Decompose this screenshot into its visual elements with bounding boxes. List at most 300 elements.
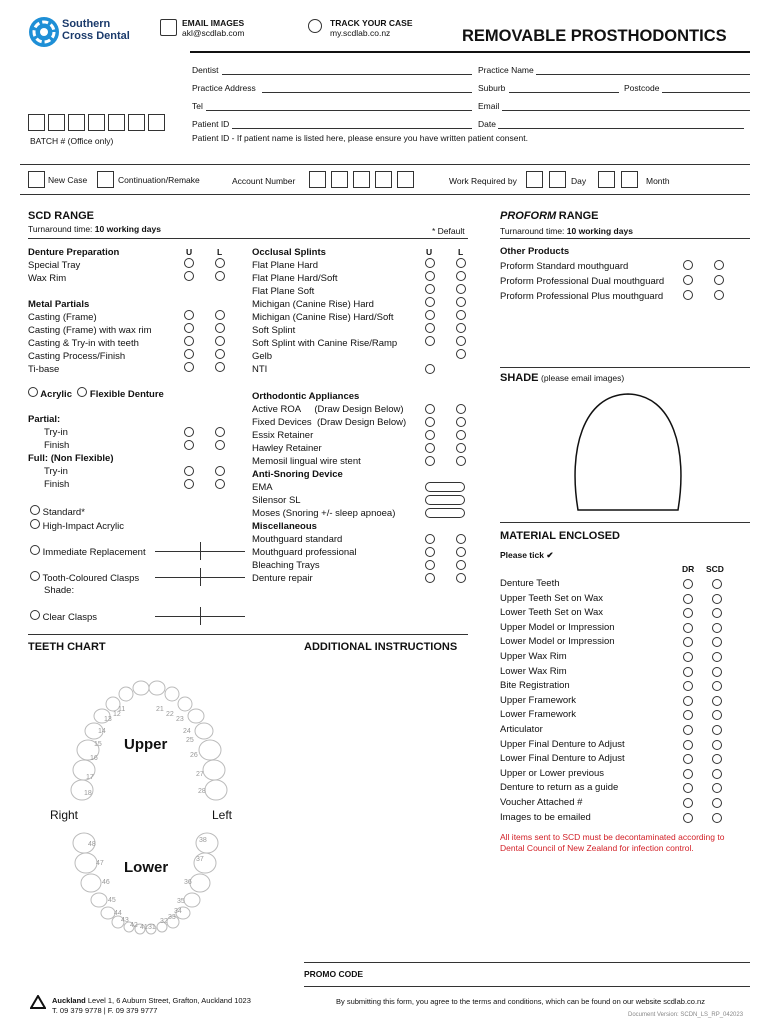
material-scd-radio[interactable] [712, 740, 722, 750]
flat-hard-label: Flat Plane Hard [252, 260, 319, 271]
mich-hs-label: Michigan (Canine Rise) Hard/Soft [252, 312, 394, 323]
day-box[interactable] [549, 171, 566, 188]
tooth-number[interactable]: 34 [174, 908, 182, 915]
scd-range-title: SCD RANGE [28, 210, 95, 222]
patient-id-label: Patient ID [192, 119, 230, 129]
immediate-tick [200, 542, 201, 560]
tooth-number[interactable]: 13 [104, 716, 112, 723]
flat-hard-soft-label: Flat Plane Hard/Soft [252, 273, 338, 284]
email-label: Email [478, 101, 500, 111]
clasps-tick [200, 568, 201, 586]
gelb-label: Gelb [252, 351, 273, 362]
essix-l[interactable] [456, 430, 466, 440]
proform-dual-u[interactable] [683, 275, 693, 285]
draw-design-1: (Draw Design Below) [314, 404, 404, 415]
proform-plus-u[interactable] [683, 290, 693, 300]
tooth-number[interactable]: 35 [177, 898, 185, 905]
material-scd-radio[interactable] [712, 623, 722, 633]
material-dr-radio[interactable] [683, 652, 693, 662]
tooth-number[interactable]: 47 [96, 860, 104, 867]
email-address[interactable]: akl@scdlab.com [182, 28, 245, 38]
material-row [500, 811, 750, 826]
material-row [500, 592, 750, 607]
material-dr-radio[interactable] [683, 754, 693, 764]
material-list [500, 577, 750, 825]
full-finish-u[interactable] [184, 479, 194, 489]
immediate-radio[interactable] [30, 545, 40, 555]
footer-terms: By submitting this form, you agree to the terms and conditions, which can be found on our website scdlab.co.nz [336, 997, 705, 1006]
proform-standard-l[interactable] [714, 260, 724, 270]
l-header: L [217, 247, 223, 257]
fixed-devices-l[interactable] [456, 417, 466, 427]
full-finish-l[interactable] [215, 479, 225, 489]
tooth-number[interactable]: 31 [148, 924, 156, 931]
practice-name-input[interactable] [536, 74, 750, 75]
high-impact-radio[interactable] [30, 519, 40, 529]
full-heading: Full: (Non Flexible) [28, 453, 114, 464]
teeth-chart-diagram[interactable] [60, 675, 250, 935]
mg-pro-u[interactable] [425, 547, 435, 557]
material-item-label: Lower Wax Rim [500, 665, 567, 677]
tooth-number[interactable]: 27 [196, 771, 204, 778]
tooth-number[interactable]: 22 [166, 711, 174, 718]
work-required-label: Work Required by [449, 176, 517, 186]
proform-turnaround-value: 10 working days [566, 226, 633, 236]
memosil-label: Memosil lingual wire stent [252, 456, 361, 467]
tooth-clasps-radio[interactable] [30, 571, 40, 581]
continuation-checkbox[interactable] [97, 171, 114, 188]
soft-canine-label: Soft Splint with Canine Rise/Ramp [252, 338, 398, 349]
material-dr-radio[interactable] [683, 798, 693, 808]
active-roa-l[interactable] [456, 404, 466, 414]
active-roa-u[interactable] [425, 404, 435, 414]
footer-logo-icon [30, 995, 46, 1011]
tooth-number[interactable]: 36 [184, 879, 192, 886]
material-divider [500, 522, 750, 523]
material-item-label: Upper or Lower previous [500, 767, 605, 779]
tibase-u[interactable] [184, 362, 194, 372]
mich-hard-label: Michigan (Canine Rise) Hard [252, 299, 374, 310]
patient-id-input[interactable] [232, 128, 472, 129]
ema-toggle[interactable] [425, 482, 465, 492]
material-scd-radio[interactable] [712, 667, 722, 677]
material-dr-radio[interactable] [683, 783, 693, 793]
material-dr-radio[interactable] [683, 696, 693, 706]
material-dr-radio[interactable] [683, 710, 693, 720]
fixed-devices-u[interactable] [425, 417, 435, 427]
left-radio-grid-2 [184, 310, 234, 375]
casebar-top [20, 164, 750, 165]
material-item-label: Voucher Attached # [500, 796, 583, 808]
proform-title [500, 210, 598, 222]
scd-divider [28, 238, 468, 239]
tooth-number[interactable]: 24 [183, 728, 191, 735]
material-scd-radio[interactable] [712, 783, 722, 793]
proform-logo: PROFORM [500, 210, 557, 222]
high-impact-label: High-Impact Acrylic [42, 521, 124, 532]
bleach-u[interactable] [425, 560, 435, 570]
material-dr-radio[interactable] [683, 740, 693, 750]
proform-dual-label: Proform Professional Dual mouthguard [500, 276, 665, 287]
promo-input[interactable] [304, 986, 750, 987]
silensor-toggle[interactable] [425, 495, 465, 505]
tooth-number[interactable]: 28 [198, 788, 206, 795]
special-tray-label: Special Tray [28, 260, 81, 271]
tooth-number[interactable]: 23 [176, 716, 184, 723]
additional-instructions-title: ADDITIONAL INSTRUCTIONS [304, 641, 458, 653]
full-tryin-u[interactable] [184, 466, 194, 476]
account-box[interactable] [309, 171, 326, 188]
track-block [308, 18, 413, 38]
batch-box[interactable] [128, 114, 145, 131]
additional-instructions-area[interactable] [304, 656, 464, 961]
shade-note: (please email images) [541, 373, 625, 383]
special-tray-u[interactable] [184, 258, 194, 268]
material-item-label: Lower Model or Impression [500, 636, 615, 648]
l-header-2: L [458, 247, 464, 257]
batch-box[interactable] [148, 114, 165, 131]
full-tryin-label: Try-in [44, 466, 68, 477]
mich-hard-u[interactable] [425, 297, 435, 307]
material-dr-radio[interactable] [683, 681, 693, 691]
proform-standard-u[interactable] [683, 260, 693, 270]
day-label: Day [571, 176, 587, 186]
casting-frame-l[interactable] [215, 310, 225, 320]
batch-box[interactable] [28, 114, 45, 131]
material-scd-radio[interactable] [712, 594, 722, 604]
continuation-label: Continuation/Remake [118, 175, 200, 185]
mich-hs-l[interactable] [456, 310, 466, 320]
clear-clasps-tick [200, 607, 201, 625]
casting-wax-u[interactable] [184, 323, 194, 333]
casting-tryin-l[interactable] [215, 336, 225, 346]
u-header-2: U [426, 247, 433, 257]
wax-rim-u[interactable] [184, 271, 194, 281]
tooth-number[interactable]: 11 [118, 706, 126, 713]
misc-heading: Miscellaneous [252, 521, 317, 532]
left-radio-grid-1 [184, 258, 234, 284]
footer-address: Level 1, 6 Auburn Street, Grafton, Auckland 1023 [87, 996, 251, 1005]
tooth-number[interactable]: 12 [113, 711, 121, 718]
teeth-divider [28, 634, 468, 635]
casting-wax-l[interactable] [215, 323, 225, 333]
clear-clasps-label: Clear Clasps [42, 612, 98, 623]
material-row [500, 577, 750, 592]
material-row [500, 606, 750, 621]
month-label: Month [646, 176, 670, 186]
default-note: * Default [432, 226, 465, 236]
scd-turnaround-value: 10 working days [94, 224, 161, 234]
month-box[interactable] [621, 171, 638, 188]
material-scd-radio[interactable] [712, 769, 722, 779]
flexible-radio[interactable] [77, 387, 87, 397]
search-icon [308, 19, 322, 33]
batch-box[interactable] [88, 114, 105, 131]
practice-address-label: Practice Address [192, 83, 256, 93]
tooth-number[interactable]: 14 [98, 728, 106, 735]
proform-turnaround-prefix: Turnaround time: [500, 226, 567, 236]
acrylic-radio[interactable] [28, 387, 38, 397]
partial-finish-u[interactable] [184, 440, 194, 450]
proform-range-label: RANGE [558, 210, 599, 222]
partial-finish-label: Finish [44, 440, 70, 451]
flat-hard-l[interactable] [456, 258, 466, 268]
casting-process-label: Casting Process/Finish [28, 351, 126, 362]
tooth-number[interactable]: 41 [140, 924, 148, 931]
mg-standard-label: Mouthguard standard [252, 534, 343, 545]
partial-tryin-u[interactable] [184, 427, 194, 437]
hawley-label: Hawley Retainer [252, 443, 322, 454]
shade-tooth-outline[interactable] [568, 390, 688, 515]
moses-toggle[interactable] [425, 508, 465, 518]
casting-process-l[interactable] [215, 349, 225, 359]
material-row [500, 708, 750, 723]
material-row [500, 767, 750, 782]
material-item-label: Lower Teeth Set on Wax [500, 607, 603, 619]
material-row [500, 665, 750, 680]
hawley-u[interactable] [425, 443, 435, 453]
repair-l[interactable] [456, 573, 466, 583]
material-item-label: Images to be emailed [500, 811, 591, 823]
material-scd-radio[interactable] [712, 652, 722, 662]
material-dr-radio[interactable] [683, 608, 693, 618]
date-input[interactable] [498, 128, 744, 129]
soft-splint-label: Soft Splint [252, 325, 296, 336]
material-row [500, 621, 750, 636]
document-version: Document Version: SCDN_LS_RP_042023 [628, 1012, 744, 1018]
ortho-heading: Orthodontic Appliances [252, 391, 360, 402]
tooth-number[interactable]: 43 [121, 917, 129, 924]
batch-box[interactable] [48, 114, 65, 131]
draw-design-2: (Draw Design Below) [316, 417, 407, 428]
flexible-label: Flexible Denture [89, 389, 164, 400]
tooth-number[interactable]: 18 [84, 790, 92, 797]
batch-boxes [28, 114, 165, 133]
immediate-label: Immediate Replacement [42, 547, 146, 558]
tooth-number[interactable]: 17 [86, 774, 94, 781]
tooth-number[interactable]: 32 [160, 918, 168, 925]
left-label: Left [212, 808, 233, 822]
bleach-label: Bleaching Trays [252, 560, 320, 571]
clear-clasps-radio[interactable] [30, 610, 40, 620]
account-box[interactable] [375, 171, 392, 188]
tooth-number[interactable]: 26 [190, 752, 198, 759]
please-tick-label: Please tick [500, 550, 544, 560]
tooth-number[interactable]: 48 [88, 841, 96, 848]
material-item-label: Lower Final Denture to Adjust [500, 753, 625, 765]
material-row [500, 781, 750, 796]
material-scd-radio[interactable] [712, 798, 722, 808]
other-products-heading: Other Products [500, 246, 570, 257]
suburb-input[interactable] [509, 92, 619, 93]
shade-title: SHADE [500, 372, 539, 384]
footer-phone: T. 09 379 9778 | F. 09 379 9777 [52, 1006, 158, 1015]
tooth-number[interactable]: 37 [196, 856, 204, 863]
silensor-label: Silensor SL [252, 495, 301, 506]
material-dr-radio[interactable] [683, 769, 693, 779]
mich-hs-u[interactable] [425, 310, 435, 320]
tooth-number[interactable]: 21 [156, 706, 164, 713]
material-item-label: Denture to return as a guide [500, 782, 619, 794]
material-dr-radio[interactable] [683, 623, 693, 633]
account-box[interactable] [397, 171, 414, 188]
tick-icon: ✔ [546, 550, 554, 560]
teeth-chart-title: TEETH CHART [28, 641, 106, 653]
account-box[interactable] [331, 171, 348, 188]
casting-tryin-u[interactable] [184, 336, 194, 346]
proform-plus-label: Proform Professional Plus mouthguard [500, 291, 664, 302]
tibase-label: Ti-base [28, 364, 60, 375]
track-title: TRACK YOUR CASE [330, 18, 413, 28]
material-item-label: Denture Teeth [500, 578, 560, 589]
mg-standard-u[interactable] [425, 534, 435, 544]
date-label: Date [478, 119, 496, 129]
day-box[interactable] [526, 171, 543, 188]
memosil-l[interactable] [456, 456, 466, 466]
tooth-number[interactable]: 42 [130, 922, 138, 929]
active-roa-label: Active ROA [252, 404, 302, 415]
soft-canine-l[interactable] [456, 336, 466, 346]
partial-finish-l[interactable] [215, 440, 225, 450]
material-dr-radio[interactable] [683, 594, 693, 604]
tooth-number[interactable]: 16 [90, 755, 98, 762]
batch-box[interactable] [108, 114, 125, 131]
material-scd-radio[interactable] [712, 710, 722, 720]
material-scd-radio[interactable] [712, 579, 722, 589]
flat-soft-u[interactable] [425, 284, 435, 294]
denture-prep-heading: Denture Preparation [28, 247, 120, 258]
logo-icon [28, 16, 60, 48]
tooth-number[interactable]: 44 [114, 910, 122, 917]
lower-label: Lower [124, 859, 169, 876]
tooth-number[interactable]: 38 [199, 837, 207, 844]
material-item-label: Upper Wax Rim [500, 650, 567, 662]
repair-u[interactable] [425, 573, 435, 583]
soft-canine-u[interactable] [425, 336, 435, 346]
material-scd-radio[interactable] [712, 608, 722, 618]
mich-hard-l[interactable] [456, 297, 466, 307]
right-label: Right [50, 808, 79, 822]
material-scd-radio[interactable] [712, 696, 722, 706]
soft-splint-l[interactable] [456, 323, 466, 333]
account-box[interactable] [353, 171, 370, 188]
memosil-u[interactable] [425, 456, 435, 466]
gelb-l[interactable] [456, 349, 466, 359]
mg-standard-l[interactable] [456, 534, 466, 544]
flat-hard-u[interactable] [425, 258, 435, 268]
material-scd-radio[interactable] [712, 725, 722, 735]
moses-label: Moses (Snoring +/- sleep apnoea) [252, 508, 396, 519]
acrylic-label: Acrylic [40, 389, 72, 400]
special-tray-l[interactable] [215, 258, 225, 268]
material-scd-radio[interactable] [712, 813, 722, 823]
casting-process-u[interactable] [184, 349, 194, 359]
material-scd-radio[interactable] [712, 681, 722, 691]
batch-box[interactable] [68, 114, 85, 131]
tooth-number[interactable]: 33 [168, 914, 176, 921]
material-dr-radio[interactable] [683, 579, 693, 589]
email-title: EMAIL IMAGES [182, 18, 245, 28]
bleach-l[interactable] [456, 560, 466, 570]
partial-tryin-l[interactable] [215, 427, 225, 437]
material-dr-radio[interactable] [683, 667, 693, 677]
soft-splint-u[interactable] [425, 323, 435, 333]
material-dr-radio[interactable] [683, 813, 693, 823]
flat-soft-label: Flat Plane Soft [252, 286, 315, 297]
tel-input[interactable] [206, 110, 472, 111]
proform-plus-l[interactable] [714, 290, 724, 300]
material-row [500, 752, 750, 767]
tooth-number[interactable]: 46 [102, 879, 110, 886]
material-row [500, 635, 750, 650]
essix-label: Essix Retainer [252, 430, 314, 441]
postcode-input[interactable] [662, 92, 750, 93]
partial-heading: Partial: [28, 414, 61, 425]
tooth-number[interactable]: 45 [108, 897, 116, 904]
tooth-number[interactable]: 25 [186, 737, 194, 744]
metal-partials-heading: Metal Partials [28, 299, 90, 310]
nti-label: NTI [252, 364, 268, 375]
wax-rim-l[interactable] [215, 271, 225, 281]
tibase-l[interactable] [215, 362, 225, 372]
flat-hard-soft-u[interactable] [425, 271, 435, 281]
flat-soft-l[interactable] [456, 284, 466, 294]
casting-frame-u[interactable] [184, 310, 194, 320]
material-item-label: Upper Framework [500, 694, 577, 706]
material-dr-radio[interactable] [683, 637, 693, 647]
material-item-label: Upper Model or Impression [500, 621, 615, 633]
tooth-number[interactable]: 15 [94, 741, 102, 748]
material-title: MATERIAL ENCLOSED [500, 530, 620, 542]
company-name-2: Cross Dental [62, 30, 130, 42]
email-input[interactable] [502, 110, 750, 111]
material-row [500, 796, 750, 811]
new-case-label: New Case [48, 175, 88, 185]
flat-hard-soft-l[interactable] [456, 271, 466, 281]
essix-u[interactable] [425, 430, 435, 440]
nti-u[interactable] [425, 364, 435, 374]
full-finish-label: Finish [44, 479, 70, 490]
form-title: REMOVABLE PROSTHODONTICS [462, 27, 727, 45]
mg-pro-l[interactable] [456, 547, 466, 557]
full-tryin-l[interactable] [215, 466, 225, 476]
material-row [500, 738, 750, 753]
shade-divider [500, 367, 750, 368]
casting-wax-label: Casting (Frame) with wax rim [28, 325, 152, 336]
hawley-l[interactable] [456, 443, 466, 453]
postcode-label: Postcode [624, 83, 660, 93]
shade-clasps-label: Shade: [44, 585, 75, 596]
standard-radio[interactable] [30, 505, 40, 515]
dentist-input[interactable] [222, 74, 472, 75]
tel-label: Tel [192, 101, 203, 111]
material-dr-radio[interactable] [683, 725, 693, 735]
material-row [500, 723, 750, 738]
batch-label: BATCH # (Office only) [30, 136, 114, 146]
header-divider [190, 51, 750, 53]
track-address[interactable]: my.scdlab.co.nz [330, 28, 391, 38]
wax-rim-label: Wax Rim [28, 273, 67, 284]
new-case-checkbox[interactable] [28, 171, 45, 188]
material-row [500, 694, 750, 709]
material-scd-radio[interactable] [712, 637, 722, 647]
month-box[interactable] [598, 171, 615, 188]
material-scd-radio[interactable] [712, 754, 722, 764]
image-icon [160, 19, 177, 36]
casting-tryin-label: Casting & Try-in with teeth [28, 338, 139, 349]
proform-dual-l[interactable] [714, 275, 724, 285]
practice-address-input[interactable] [262, 92, 472, 93]
